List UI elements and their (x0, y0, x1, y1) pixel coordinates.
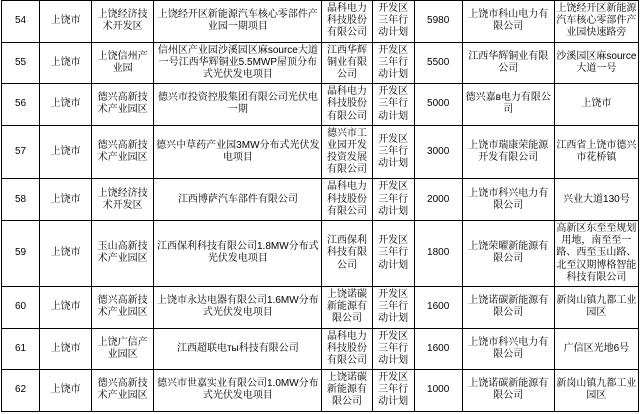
cell-location: 广信区光地6号 (554, 328, 638, 370)
cell-park: 德兴高新技术产业园区 (92, 84, 154, 126)
cell-owner: 江西保利科技有限公司 (322, 221, 372, 287)
cell-city: 上饶市 (40, 125, 92, 179)
cell-city: 上饶市 (40, 1, 92, 43)
cell-project: 德兴市世嘉实业有限公司1.0MW分布式光伏发电项目 (154, 370, 322, 412)
cell-owner: 晶科电力科技股份有限公司 (322, 179, 372, 221)
cell-capacity: 1800 (414, 221, 462, 287)
table-row (2, 84, 639, 126)
cell-capacity: 3000 (414, 125, 462, 179)
cell-builder: 上饶市科兴电力有限公司 (462, 328, 554, 370)
cell-city: 上饶市 (40, 328, 92, 370)
cell-builder: 德兴嘉в电力有限公司 (462, 84, 554, 126)
cell-capacity: 5500 (414, 42, 462, 84)
cell-project: 江西博萨汽车部件有限公司 (154, 179, 322, 221)
cell-location: 沙溪园区麻source大道一号 (554, 42, 638, 84)
cell-capacity: 1000 (414, 370, 462, 412)
cell-no: 54 (2, 1, 40, 43)
cell-city: 上饶市 (40, 179, 92, 221)
cell-city: 上饶市 (40, 84, 92, 126)
cell-park: 德兴高新技术产业园区 (92, 125, 154, 179)
table-row (2, 370, 639, 412)
table-row (2, 179, 639, 221)
table-row (2, 286, 639, 328)
cell-builder: 上饶市科山电力有限公司 (462, 1, 554, 43)
cell-plan: 开发区三年行动计划 (372, 125, 414, 179)
cell-owner: 晶科电力科技股份有限公司 (322, 84, 372, 126)
cell-builder: 江西华辉铜业有限公司 (462, 42, 554, 84)
cell-city: 上饶市 (40, 370, 92, 412)
cell-no: 57 (2, 125, 40, 179)
cell-builder: 上饶市瑞康荣能源开发有限公司 (462, 125, 554, 179)
cell-plan: 开发区三年行动计划 (372, 42, 414, 84)
cell-no: 59 (2, 221, 40, 287)
table-row (2, 328, 639, 370)
cell-project: 德兴市投资控股集团有限公司光伏电一期 (154, 84, 322, 126)
cell-capacity: 5980 (414, 1, 462, 43)
table-body (2, 1, 639, 412)
cell-owner: 上饶诺碳新能源有限公司 (322, 370, 372, 412)
cell-builder: 上饶荣曜新能源有限公司 (462, 221, 554, 287)
cell-no: 62 (2, 370, 40, 412)
cell-plan: 开发区三年行动计划 (372, 1, 414, 43)
cell-city: 上饶市 (40, 286, 92, 328)
cell-park: 上饶信州产业园 (92, 42, 154, 84)
cell-capacity: 5000 (414, 84, 462, 126)
cell-capacity: 2000 (414, 179, 462, 221)
cell-park: 上饶经济技术开发区 (92, 1, 154, 43)
cell-owner: 晶科电力科技股份有限公司 (322, 1, 372, 43)
cell-no: 55 (2, 42, 40, 84)
cell-city: 上饶市 (40, 221, 92, 287)
cell-project: 上饶市永达电器有限公司1.6MW分布式光伏发电项目 (154, 286, 322, 328)
table-row (2, 42, 639, 84)
project-table (1, 0, 639, 412)
cell-location: 江西省上饶市德兴市花桥镇 (554, 125, 638, 179)
table-row (2, 125, 639, 179)
cell-plan: 开发区三年行动计划 (372, 328, 414, 370)
cell-location: 兴业大道130号 (554, 179, 638, 221)
cell-no: 58 (2, 179, 40, 221)
cell-plan: 开发区三年行动计划 (372, 84, 414, 126)
cell-location: 新岗山镇九都工业园区 (554, 286, 638, 328)
cell-park: 德兴高新技术产业园区 (92, 286, 154, 328)
cell-park: 玉山高新技术产业园区 (92, 221, 154, 287)
cell-location: 上饶经开区新能源汽车核心零部件产业园快速路旁 (554, 1, 638, 43)
cell-no: 61 (2, 328, 40, 370)
cell-plan: 开发区三年行动计划 (372, 286, 414, 328)
cell-builder: 上饶诺碳新能源有限公司 (462, 286, 554, 328)
cell-location: 高新区东至至规划用地，南至至一路、西至玉山路、北至汉期博格智能科技有限公司 (554, 221, 638, 287)
cell-capacity: 1600 (414, 328, 462, 370)
cell-owner: 上饶诺碳新能源有限公司 (322, 286, 372, 328)
cell-city: 上饶市 (40, 42, 92, 84)
cell-park: 德兴高新技术产业园区 (92, 370, 154, 412)
cell-owner: 江西华辉铜业有限公司 (322, 42, 372, 84)
cell-project: 上饶经开区新能源汽车核心零部件产业园一期项目 (154, 1, 322, 43)
table-row (2, 1, 639, 43)
cell-location: 新岗山镇九都工业园区 (554, 370, 638, 412)
table-row (2, 221, 639, 287)
cell-owner: 德兴市工业园开发投资发展有限公司 (322, 125, 372, 179)
cell-location: 上饶市 (554, 84, 638, 126)
cell-project: 江西超联电ты科技有限公司 (154, 328, 322, 370)
cell-park: 上饶广信产业园区 (92, 328, 154, 370)
cell-project: 信州区产业园沙溪园区麻source大道一号江西华辉铜业5.5MWP屋顶分布式光伏发电项目 (154, 42, 322, 84)
cell-owner: 晶科电力科技股份有限公司 (322, 328, 372, 370)
cell-plan: 开发区三年行动计划 (372, 370, 414, 412)
cell-park: 上饶经济技术开发区 (92, 179, 154, 221)
cell-no: 56 (2, 84, 40, 126)
cell-plan: 开发区三年行动计划 (372, 221, 414, 287)
cell-builder: 上饶市科兴电力有限公司 (462, 179, 554, 221)
cell-capacity: 1600 (414, 286, 462, 328)
cell-project: 德兴中草药产业园3MW分布式光伏发电项目 (154, 125, 322, 179)
cell-project: 江西保利科技有限公司1.8MW分布式光伏发电项目 (154, 221, 322, 287)
cell-builder: 上饶诺碳新能源有限公司 (462, 370, 554, 412)
cell-no: 60 (2, 286, 40, 328)
cell-plan: 开发区三年行动计划 (372, 179, 414, 221)
